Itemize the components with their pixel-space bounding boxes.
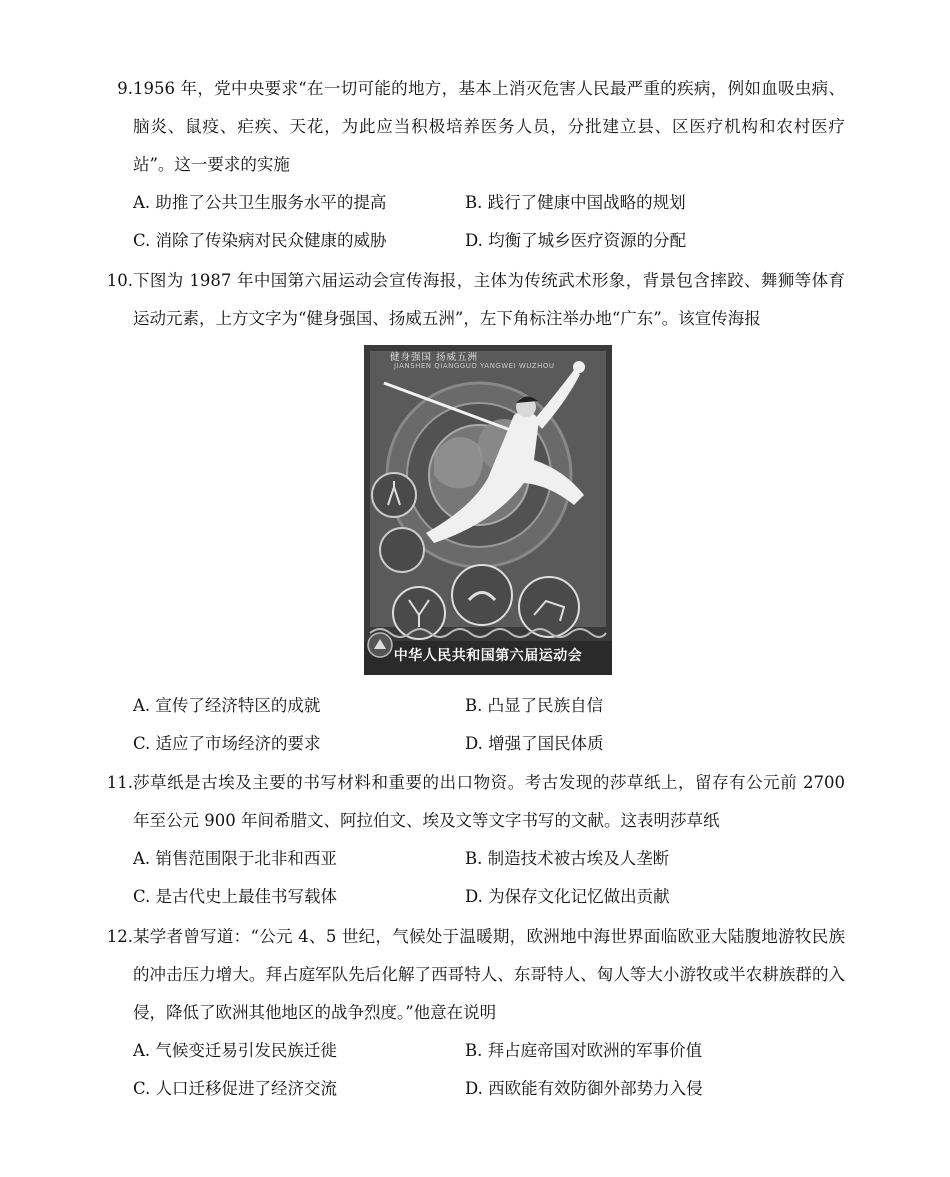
option-b[interactable]: B. 制造技术被古埃及人垄断	[465, 849, 670, 868]
option-a[interactable]: A. 气候变迁易引发民族迁徙	[133, 1041, 337, 1060]
question-9-stem	[117, 70, 845, 184]
question-12-options	[133, 1032, 845, 1108]
question-10-options-block	[0, 687, 950, 763]
question-10-options	[133, 687, 845, 763]
question-12-number: 12.	[106, 927, 133, 946]
option-c[interactable]: C. 人口迁移促进了经济交流	[133, 1079, 338, 1098]
option-c[interactable]: C. 适应了市场经济的要求	[133, 734, 321, 753]
question-11-number: 11.	[106, 773, 133, 792]
option-d[interactable]: D. 西欧能有效防御外部势力入侵	[465, 1079, 703, 1098]
option-c[interactable]: C. 是古代史上最佳书写载体	[133, 887, 338, 906]
option-b[interactable]: B. 拜占庭帝国对欧洲的军事价值	[465, 1041, 703, 1060]
option-c[interactable]: C. 消除了传染病对民众健康的威胁	[133, 231, 387, 250]
question-11-options	[133, 840, 845, 916]
poster-slogan: 健身强国 扬威五洲	[390, 352, 479, 363]
question-9-text: 1956 年，党中央要求“在一切可能的地方，基本上消灭危害人民最严重的疾病，例如血吸虫病、脑炎、鼠疫、疟疾、天花，为此应当积极培养医务人员，分批建立县、区医疗机构和农村医疗站”。这一要求的实施	[133, 79, 845, 174]
poster-title: 中华人民共和国第六届运动会	[393, 648, 583, 664]
question-12-text: 某学者曾写道：“公元 4、5 世纪，气候处于温暖期，欧洲地中海世界面临欧亚大陆腹地游牧民族的冲击压力增大。拜占庭军队先后化解了西哥特人、东哥特人、匈人等大小游牧或半农耕族群的入侵，降低了欧洲其他地区的战争烈度。”他意在说明	[133, 927, 845, 1022]
option-a[interactable]: A. 销售范围限于北非和西亚	[133, 849, 337, 868]
question-11-text: 莎草纸是古埃及主要的书写材料和重要的出口物资。考古发现的莎草纸上，留存有公元前 2700 年至公元 900 年间希腊文、阿拉伯文、埃及文等文字书写的文献。这表明莎草纸	[133, 773, 845, 830]
question-10	[0, 262, 950, 338]
question-9	[0, 70, 950, 260]
option-a[interactable]: A. 助推了公共卫生服务水平的提高	[133, 193, 387, 212]
option-d[interactable]: D. 均衡了城乡医疗资源的分配	[465, 231, 687, 250]
option-b[interactable]: B. 凸显了民族自信	[465, 696, 604, 715]
question-11-stem	[106, 764, 845, 840]
question-11	[0, 764, 950, 916]
option-d[interactable]: D. 增强了国民体质	[465, 734, 604, 753]
question-10-number: 10.	[106, 271, 133, 290]
question-9-number: 9.	[117, 79, 133, 98]
question-10-text: 下图为 1987 年中国第六届运动会宣传海报，主体为传统武术形象，背景包含摔跤、舞狮等体育运动元素，上方文字为“健身强国、扬威五洲”，左下角标注举办地“广东”。该宣传海报	[133, 271, 845, 328]
poster-slogan-subtitle: JIANSHEN QIANGGUO YANGWEI WUZHOU	[394, 362, 555, 370]
question-12-stem	[106, 918, 845, 1032]
option-d[interactable]: D. 为保存文化记忆做出贡献	[465, 887, 670, 906]
question-9-options	[133, 184, 845, 260]
poster-artwork	[364, 345, 612, 675]
question-12	[0, 918, 950, 1108]
sports-meet-poster	[364, 345, 612, 675]
option-b[interactable]: B. 践行了健康中国战略的规划	[465, 193, 686, 212]
option-a[interactable]: A. 宣传了经济特区的成就	[133, 696, 321, 715]
question-10-stem	[106, 262, 845, 338]
